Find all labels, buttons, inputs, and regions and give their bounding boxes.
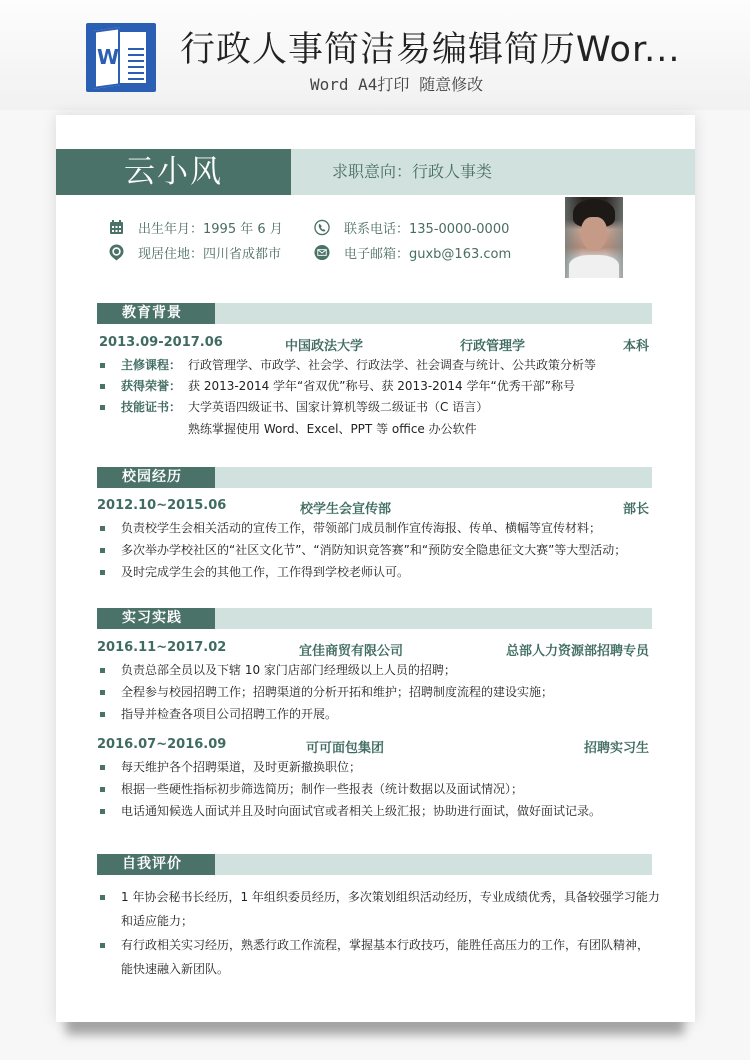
job-period: 2016.07~2016.09 bbox=[97, 737, 227, 752]
job-row bbox=[96, 737, 649, 755]
section-campus-header bbox=[97, 467, 652, 488]
job-row bbox=[96, 640, 649, 658]
section-education-header bbox=[97, 303, 652, 324]
calendar-icon bbox=[108, 220, 124, 236]
education-period: 2013.09-2017.06 bbox=[99, 335, 223, 350]
phone-icon bbox=[314, 220, 330, 236]
phone-text: 联系电话：135-0000-0000 bbox=[344, 222, 510, 237]
job-role: 招聘实习生 bbox=[583, 741, 649, 756]
email-text: 电子邮箱：guxb@163.com bbox=[344, 247, 512, 262]
education-degree: 本科 bbox=[622, 339, 649, 354]
campus-role: 部长 bbox=[622, 502, 649, 517]
document-subtitle: Word A4打印 随意修改 bbox=[310, 75, 484, 94]
profile-photo bbox=[565, 197, 623, 278]
mail-icon bbox=[314, 245, 330, 261]
section-internship-header bbox=[97, 608, 652, 629]
campus-org: 校学生会宣传部 bbox=[300, 502, 392, 517]
word-doc-icon: W bbox=[86, 23, 156, 92]
job-period: 2016.11~2017.02 bbox=[97, 640, 227, 655]
residence-text: 现居住地：四川省成都市 bbox=[138, 247, 282, 262]
preview-banner bbox=[0, 0, 750, 110]
document-title: 行政人事简洁易编辑简历Wor... bbox=[180, 30, 681, 70]
job-intent: 求职意向：行政人事类 bbox=[332, 162, 493, 181]
section-title: 自我评价 bbox=[97, 854, 215, 875]
section-title: 校园经历 bbox=[97, 467, 215, 488]
list-item: 有行政相关实习经历，熟悉行政工作流程，掌握基本行政技巧，能胜任高压力的工作，有团队精神，能快速融入新团队。 bbox=[100, 933, 660, 981]
list-item: 1 年协会秘书长经历，1 年组织委员经历，多次策划组织活动经历，专业成绩优秀，具备较强学习能力和适应能力； bbox=[100, 885, 660, 933]
section-title: 实习实践 bbox=[97, 608, 215, 629]
job-role: 总部人力资源部招聘专员 bbox=[505, 644, 649, 659]
list-item-continuation: 熟练掌握使用 Word、Excel、PPT 等 office 办公软件 bbox=[188, 422, 477, 436]
job-company: 宜佳商贸有限公司 bbox=[299, 644, 404, 659]
campus-period: 2012.10~2015.06 bbox=[97, 498, 227, 513]
education-major: 行政管理学 bbox=[460, 339, 526, 354]
section-self-eval-header bbox=[97, 854, 652, 875]
info-birth bbox=[108, 218, 283, 237]
education-row bbox=[96, 335, 649, 353]
section-title: 教育背景 bbox=[97, 303, 215, 324]
info-email bbox=[314, 243, 511, 262]
campus-row bbox=[96, 498, 649, 516]
header-band bbox=[56, 149, 695, 195]
job-company: 可可面包集团 bbox=[306, 741, 385, 756]
info-residence bbox=[108, 243, 281, 262]
resume-page: 云小风 求职意向：行政人事类 出生年月：1995 年 6 月 现居住地：四川省成都市 联系电话：135-0000-0000 电子邮箱：guxb@163.com 教育背景 2013.09-2017.06 中国政法大学 行政管理学 本科 主修课程： 行政管理学、市政学、社会学、行政法学、社会调查与统计、公共政策分析等 获得荣誉： 获 2013-2014 学年“省双优”称号、获 2013-2014 学年“优秀干部”称号 技能证书： 大学英语四级证书、国家计算机等级二级证书（C 语言） 熟练掌握使用 Word、Excel、PPT 等 office 办公软件 校园经历 2012.10~2015.06 校学生会宣传部 部长 负责校学生会相关活动的宣传工作，带领部门成员制作宣传海报、传单、横幅等宣传材料； 多次举办学校社区的“社区文化节”、“消防知识竞答赛”和“预防安全隐患征文大赛”等大型活动； 及时完成学生会的其他工作，工作得到学校老师认可。 实习实践 2016.11~2017.02 宜佳商贸有限公司 总部人力资源部招聘专员 负责总部全员以及下辖 10 家门店部门经理级以上人员的招聘； 全程参与校园招聘工作；招聘渠道的分析开拓和维护；招聘制度流程的建设实施； 指导并检查各项目公司招聘工作的开展。 2016.07~2016.09 可可面包集团 招聘实习生 每天维护各个招聘渠道，及时更新撤换职位； 根据一些硬性指标初步筛选简历；制作一些报表（统计数据以及面试情况）； 电话通知候选人面试并且及时向面试官或者相关上级汇报；协助进行面试，做好面试记录。 自我评价 1 年协会秘书长经历，1 年组织委员经历，多次策划组织活动经历，专业成绩优秀，具备较强学习能力和适应能力； 有行政相关实习经历，熟悉行政工作流程，掌握基本行政技巧，能胜任高压力的工作，有团队精神，能快速融入新团队。 bbox=[56, 115, 695, 1022]
location-pin-icon bbox=[108, 245, 124, 261]
info-phone bbox=[314, 218, 509, 237]
candidate-name: 云小风 bbox=[56, 149, 291, 195]
education-school: 中国政法大学 bbox=[285, 339, 364, 354]
birth-text: 出生年月：1995 年 6 月 bbox=[138, 222, 283, 237]
